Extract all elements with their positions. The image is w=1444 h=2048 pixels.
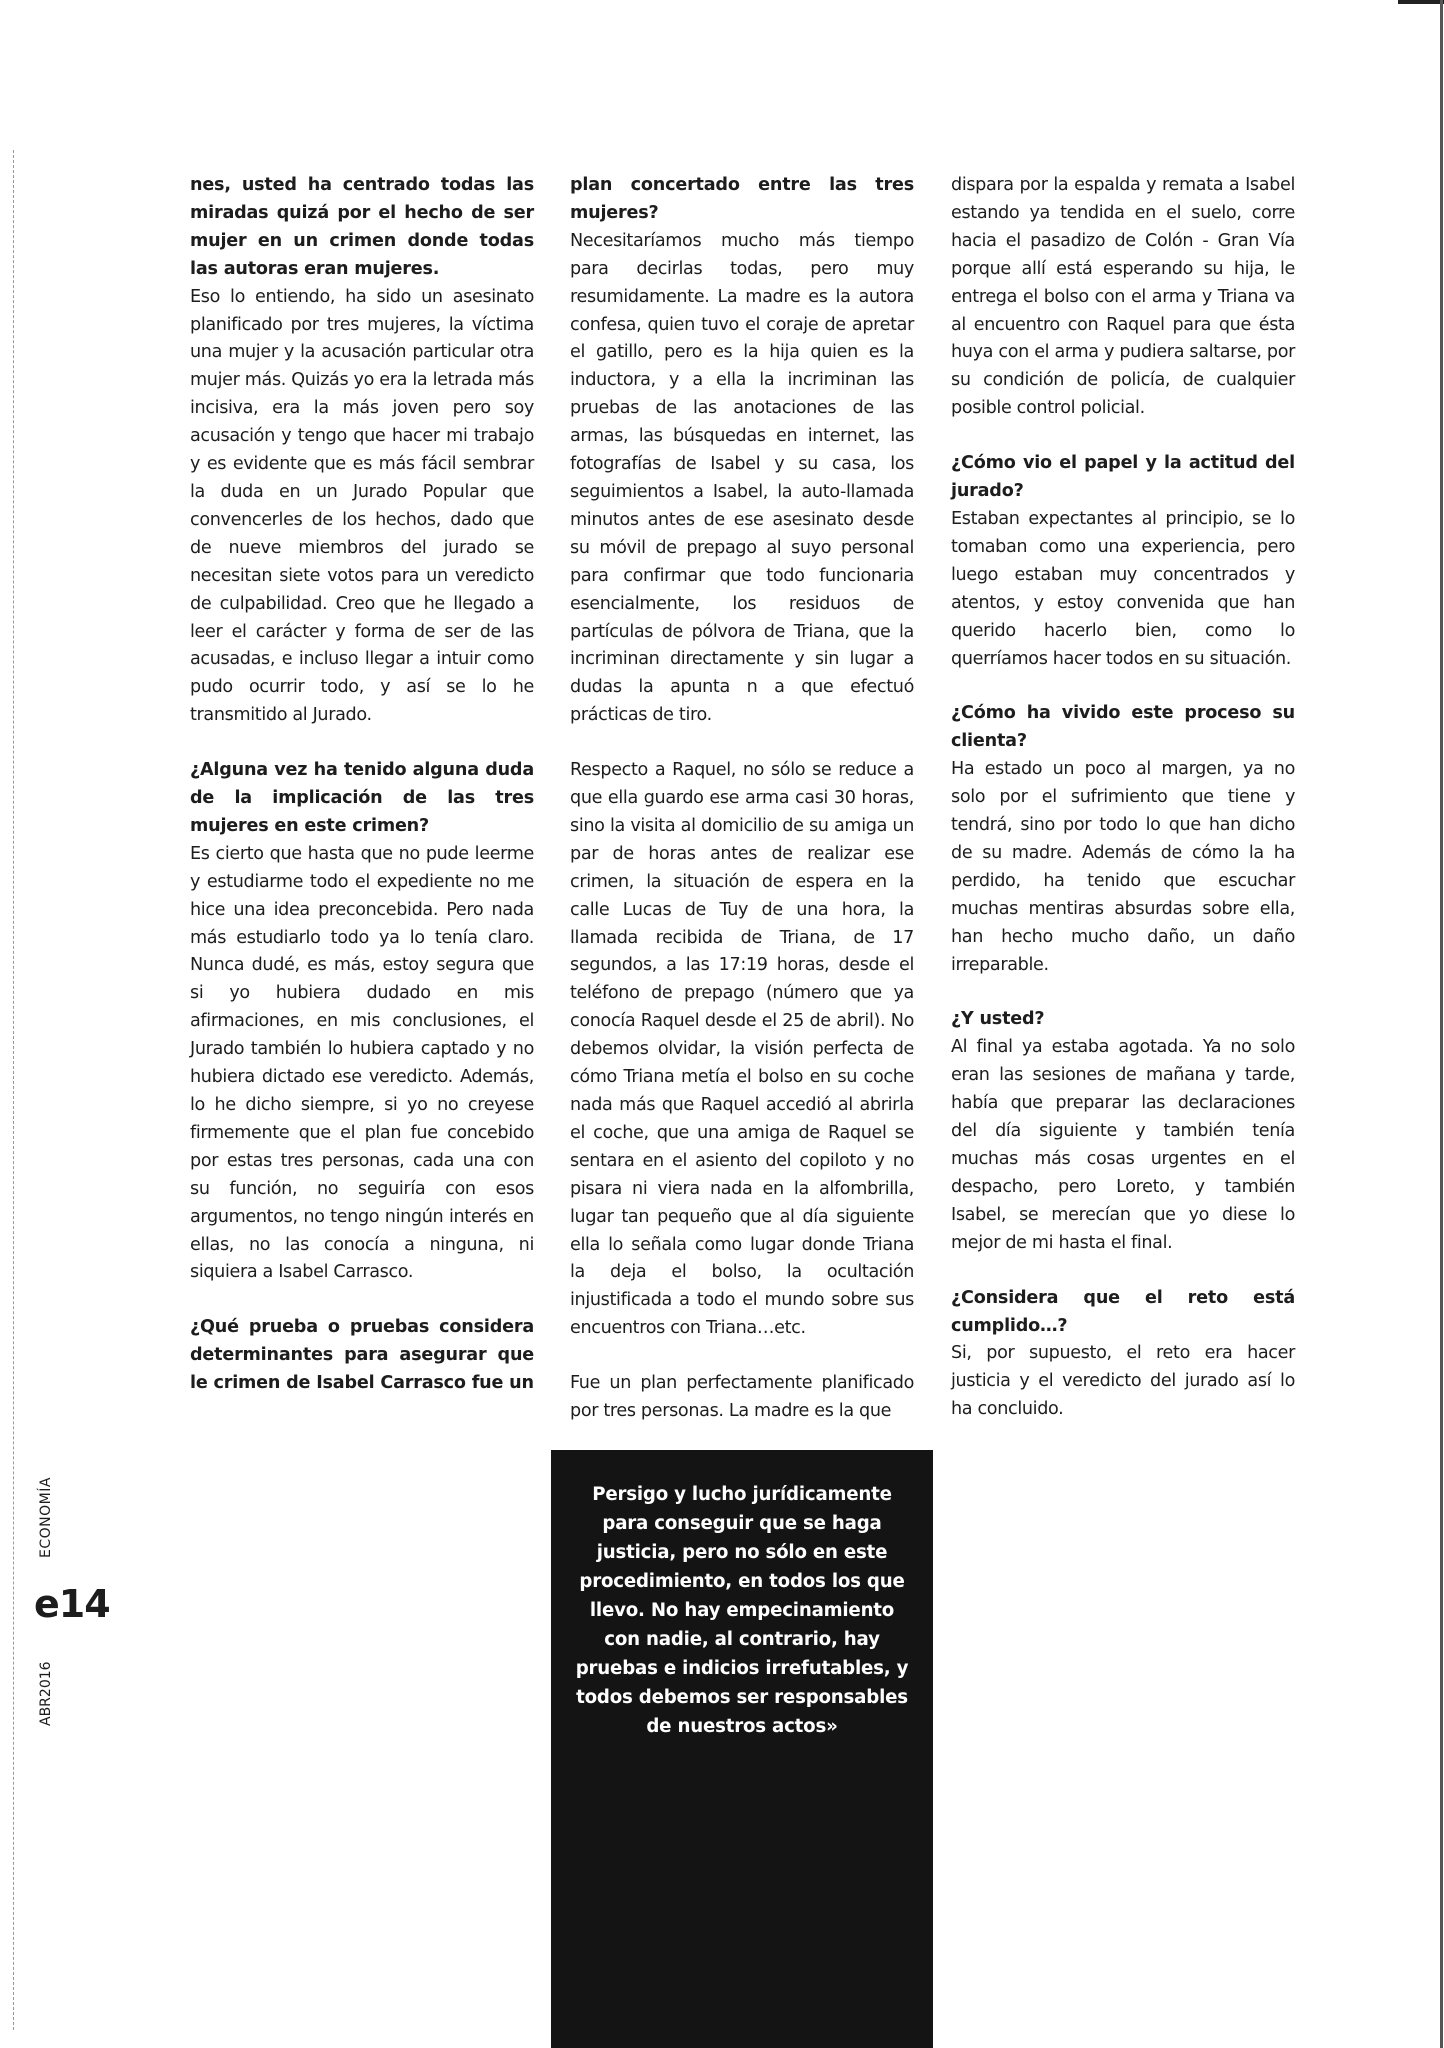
answer-text: Si, por supuesto, el reto era hacer justicia y el veredicto del jurado así lo ha concluido. (951, 1343, 1295, 1420)
answer-text: Al final ya estaba agotada. Ya no solo eran las sesiones de mañana y tarde, había que preparar las declaraciones del día siguiente y también tenía muchas más cosas urgentes en el despacho, pero Loreto, y también Isabel, se merecían que yo diese lo mejor de mi hasta el final. (951, 1037, 1295, 1253)
answer-text: Respecto a Raquel, no sólo se reduce a que ella guardo ese arma casi 30 horas, sino la visita al domicilio de su amiga un par de horas antes de realizar ese crimen, la situación de espera en la calle Lucas de Tuy de una hora, la llamada recibida de Triana, de 17 segundos, a las 17:19 horas, desde el teléfono de prepago (número que ya conocía Raquel desde el 25 de abril). No debemos olvidar, la visión perfecta de cómo Triana metía el bolso en su coche nada más que Raquel accedió al abrirla el coche, que una amiga de Raquel se sentara en el asiento del copiloto y no pisara ni viera nada en la alfombrilla, lugar tan pequeño que al día siguiente ella lo señala como lugar donde Triana la deja el bolso, la ocultación injustificada a todo el mundo sobre sus encuentros con Triana…etc. (570, 760, 914, 1339)
answer-text: Ha estado un poco al margen, ya no solo por el sufrimiento que tiene y tendrá, sino por todo lo que han dicho de su madre. Además de cómo la ha perdido, ha tenido que escuchar muchas mentiras absurdas sobre ella, han hecho mucho daño, un daño irreparable. (951, 759, 1295, 975)
answer-text: Eso lo entiendo, ha sido un asesinato planificado por tres mujeres, la víctima una mujer y la acusación particular otra mujer más. Quizás yo era la letrada más incisiva, era la más joven pero soy acusación y tengo que hacer mi trabajo y es evidente que es más fácil sembrar la duda en un Jurado Popular que convencerles de los hechos, dado que de nueve miembros del jurado se necesitan siete votos para un veredicto de culpabilidad. Creo que he llegado a leer el carácter y forma de ser de las acusadas, e incluso llegar a intuir como pudo ocurrir todo, y así se lo he transmitido al Jurado. (190, 286, 534, 726)
question-text: ¿Y usted? (951, 1009, 1045, 1030)
question-text: ¿Alguna vez ha tenido alguna duda de la implicación de las tres mujeres en este crimen? (190, 760, 534, 836)
page-margin-rule (13, 150, 15, 2030)
pull-quote-box (551, 1450, 933, 2048)
issue-date: ABR2016 (38, 1661, 54, 1726)
answer-text: Es cierto que hasta que no pude leerme y estudiarme todo el expediente no me hice una idea preconcebida. Pero nada más estudiarlo todo ya lo tenía claro. Nunca dudé, es más, estoy segura que si yo hubiera dudado en mis afirmaciones, en mis conclusiones, el Jurado también lo hubiera captado y no hubiera dictado ese veredicto. Además, lo he dicho siempre, si yo no creyese firmemente que el plan fue concebido por estas tres personas, cada una con su función, no seguiría con esos argumentos, no tengo ningún interés en ellas, no las conocía a ninguna, ni siquiera a Isabel Carrasco. (190, 843, 534, 1283)
page-sidebar (32, 1477, 110, 1750)
article-column-3 (951, 172, 1295, 1424)
question-text: plan concertado entre las tres mujeres? (570, 175, 914, 223)
question-text: ¿Considera que el reto está cumplido…? (951, 1287, 1295, 1336)
scan-edge-right (1440, 0, 1443, 2048)
answer-text: dispara por la espalda y remata a Isabel estando ya tendida en el suelo, corre hacia el pasadizo de Colón - Gran Vía porque allí está esperando su hija, le entrega el bolso con el arma y Triana va al encuentro con Raquel para que ésta huya con el arma y pudiera saltarse, por su condición de policía, de cualquier posible control policial. (951, 175, 1295, 419)
article-column-2 (570, 172, 914, 1426)
question-text: nes, usted ha centrado todas las miradas quizá por el hecho de ser mujer en un crimen donde todas las autoras eran mujeres. (190, 175, 534, 279)
page-number: e14 (34, 1582, 110, 1626)
answer-text: Estaban expectantes al principio, se lo tomaban como una experiencia, pero luego estaban muy concentrados y atentos, y estoy convenida que han querido hacerlo bien, como lo querríamos hacer todos en su situación. (951, 508, 1295, 669)
question-text: ¿Cómo ha vivido este proceso su clienta? (951, 703, 1295, 752)
pull-quote-text: Persigo y lucho jurídicamente para conseguir que se haga justicia, pero no sólo en este procedimiento, en todos los que llevo. No hay empecinamiento con nadie, al contrario, hay pruebas e indicios irrefutables, y todos debemos ser responsables de nuestros actos» (575, 1484, 909, 1737)
article-column-1 (190, 172, 534, 1398)
question-text: ¿Qué prueba o pruebas considera determinantes para asegurar que le crimen de Isabel Carrasco fue un (190, 1317, 534, 1394)
section-label: ECONOMÍA (38, 1477, 54, 1558)
scan-edge-top (1398, 0, 1444, 4)
answer-text: Fue un plan perfectamente planificado por tres personas. La madre es la que (570, 1373, 914, 1422)
answer-text: Necesitaríamos mucho más tiempo para decirlas todas, pero muy resumidamente. La madre es la autora confesa, quien tuvo el coraje de apretar el gatillo, pero es la hija quien es la inductora, y a ella la incriminan las pruebas de las anotaciones de las armas, las búsquedas en internet, las fotografías de Isabel y su casa, los seguimientos a Isabel, la auto-llamada minutos antes de ese asesinato desde su móvil de prepago al suyo personal para confirmar que todo funcionaria esencialmente, los residuos de partículas de pólvora de Triana, que la incriminan directamente y sin lugar a dudas la apunta n a que efectuó prácticas de tiro. (570, 230, 914, 726)
question-text: ¿Cómo vio el papel y la actitud del jurado? (951, 453, 1295, 502)
